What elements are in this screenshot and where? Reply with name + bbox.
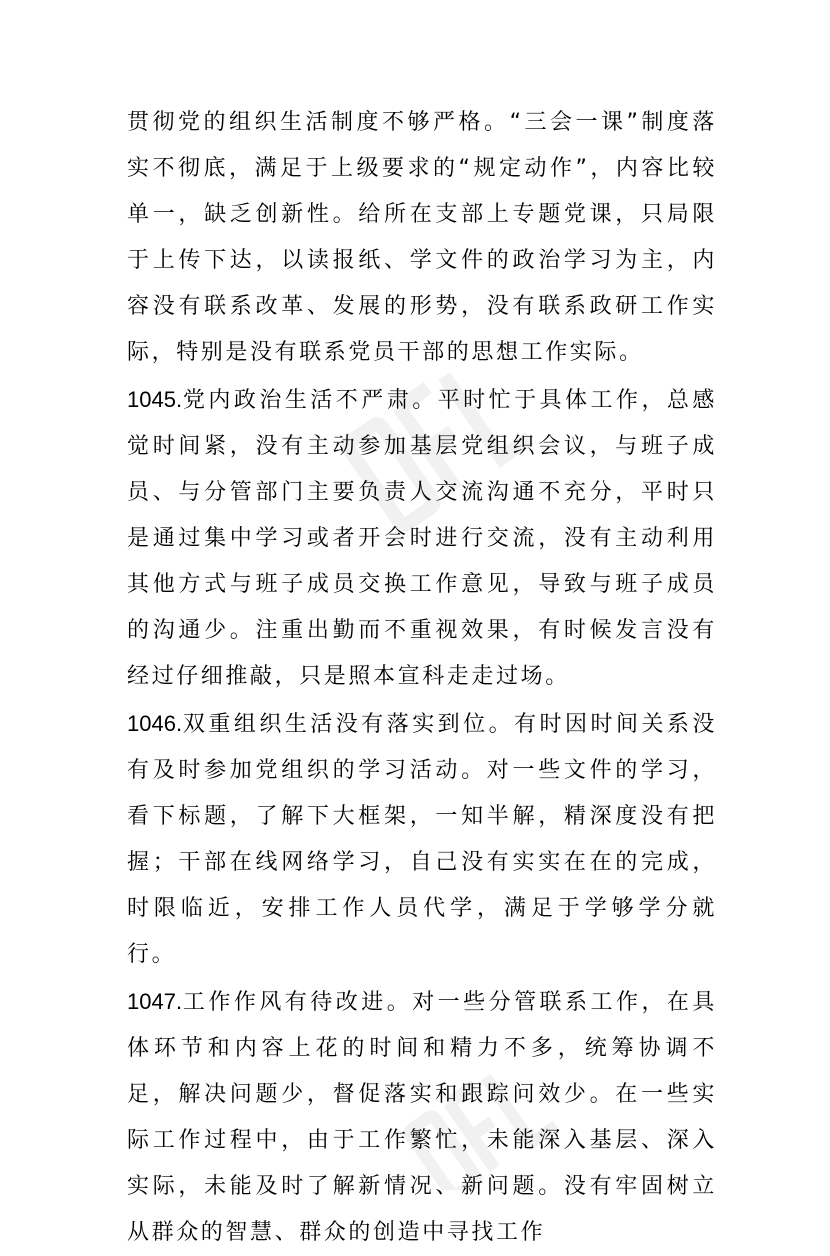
paragraph-text: 双重组织生活没有落实到位。有时因时间关系没有及时参加党组织的学习活动。对一些文件的学习，看下标题，了解下大框架，一知半解，精深度没有把握；干部在线网络学习，自己没有实实在在的完成，时限临近，安排工作人员代学，满足于学够学分就行。 — [127, 712, 717, 967]
paragraph-number: 1046. — [127, 711, 183, 736]
paragraph-text: 工作作风有待改进。对一些分管联系工作，在具体环节和内容上花的时间和精力不多，统筹协调不足，解决问题少，督促落实和跟踪问效少。在一些实际工作过程中，由于工作繁忙，未能深入基层、深入实际，未能及时了解新情况、新问题。没有牢固树立从群众的智慧、群众的创造中寻找工作 — [127, 990, 717, 1245]
paragraph-item-1045 — [127, 377, 717, 700]
paragraph-number: 1047. — [127, 989, 183, 1014]
paragraph-number: 1045. — [127, 387, 183, 412]
paragraph-item-1046 — [127, 701, 717, 978]
document-body — [127, 100, 717, 1256]
paragraph-continuation — [127, 100, 717, 376]
paragraph-text: 贯彻党的组织生活制度不够严格。“三会一课”制度落实不彻底，满足于上级要求的“规定动作”，内容比较单一，缺乏创新性。给所在支部上专题党课，只局限于上传下达，以读报纸、学文件的政治学习为主，内容没有联系改革、发展的形势，没有联系政研工作实际，特别是没有联系党员干部的思想工作实际。 — [127, 110, 717, 365]
paragraph-text: 党内政治生活不严肃。平时忙于具体工作，总感觉时间紧，没有主动参加基层党组织会议，与班子成员、与分管部门主要负责人交流沟通不充分，平时只是通过集中学习或者开会时进行交流，没有主动利用其他方式与班子成员交换工作意见，导致与班子成员的沟通少。注重出勤而不重视效果，有时候发言没有经过仔细推敲，只是照本宣科走走过场。 — [127, 388, 717, 689]
paragraph-item-1047 — [127, 979, 717, 1256]
